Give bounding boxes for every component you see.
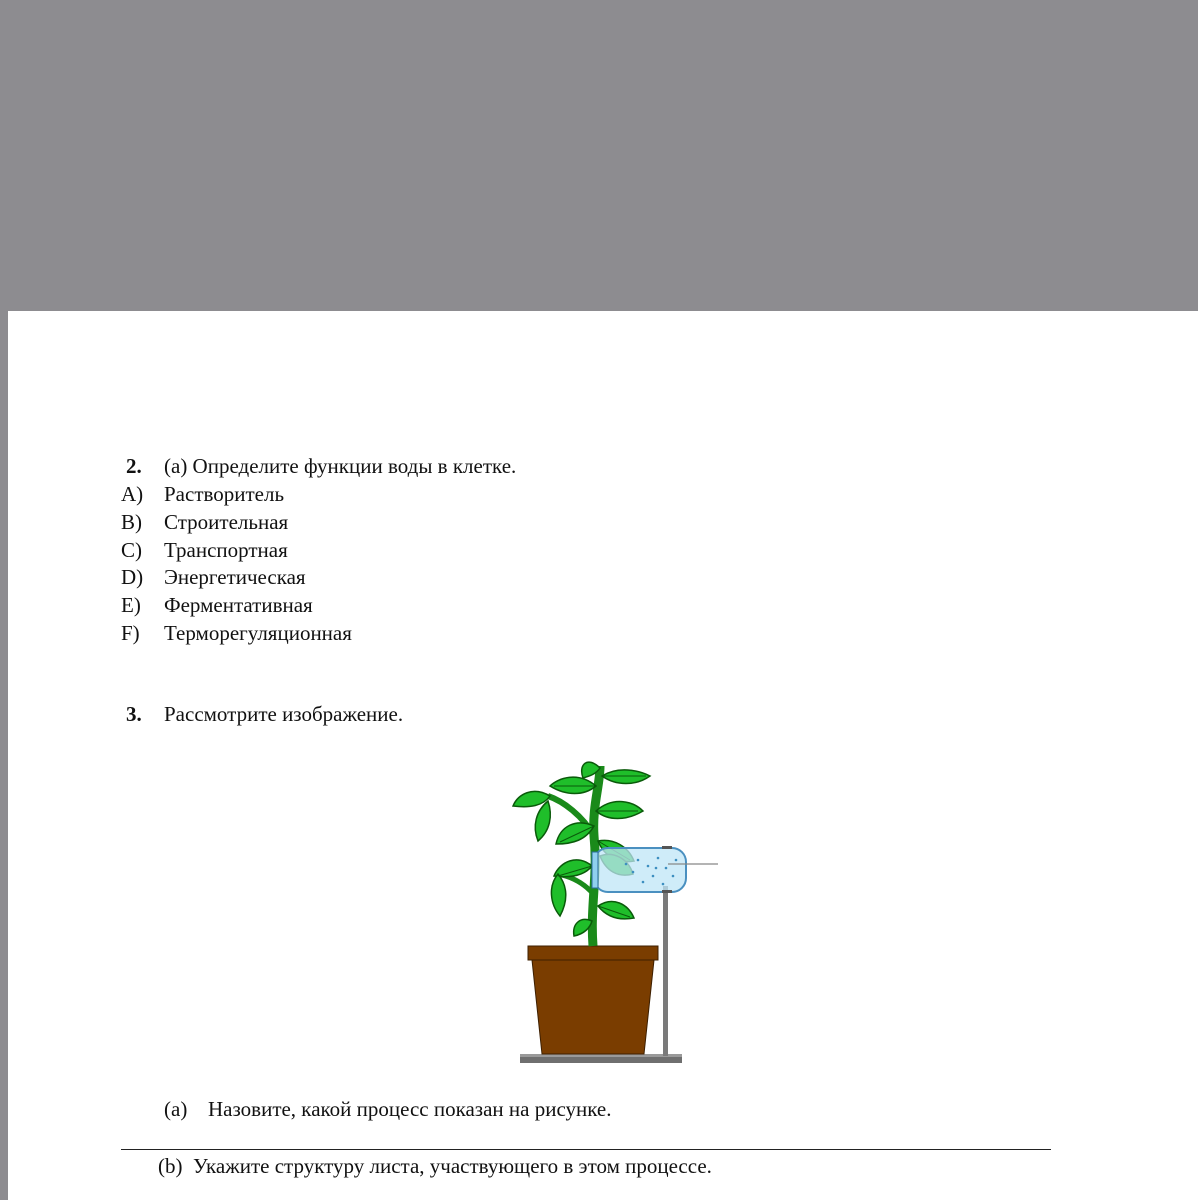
pot xyxy=(532,960,654,1054)
part-label: (b) xyxy=(158,1154,183,1178)
option-letter: B) xyxy=(121,510,142,534)
bag-seal xyxy=(592,852,598,888)
option-text: Растворитель xyxy=(164,482,285,506)
option-letter: D) xyxy=(121,565,144,589)
q3-part-a xyxy=(164,1097,612,1122)
pot-rim xyxy=(528,946,658,960)
answer-line xyxy=(121,1149,1051,1150)
document-page xyxy=(8,311,1198,1200)
q2-number: 2. xyxy=(126,454,142,478)
q2-text: (a) Определите функции воды в клетке. xyxy=(164,454,517,478)
stand-rod xyxy=(663,886,668,1056)
option-letter: A) xyxy=(121,482,144,506)
q3-part-b xyxy=(158,1154,712,1179)
option-text: Ферментативная xyxy=(164,593,313,617)
q3-text: Рассмотрите изображение. xyxy=(164,702,404,726)
plastic-bag xyxy=(594,848,686,892)
part-text: Укажите структуру листа, участвующего в этом процессе. xyxy=(193,1154,712,1178)
option-text: Строительная xyxy=(164,510,289,534)
transpiration-plant-figure xyxy=(488,756,748,1076)
option-text: Транспортная xyxy=(164,538,288,562)
option-text: Энергетическая xyxy=(164,565,306,589)
part-label: (a) xyxy=(164,1097,188,1121)
option-letter: F) xyxy=(121,621,140,645)
part-text: Назовите, какой процесс показан на рисунке. xyxy=(208,1097,612,1121)
q3-number: 3. xyxy=(126,702,142,726)
option-letter: C) xyxy=(121,538,142,562)
option-text: Терморегуляционная xyxy=(164,621,352,645)
option-letter: E) xyxy=(121,593,141,617)
